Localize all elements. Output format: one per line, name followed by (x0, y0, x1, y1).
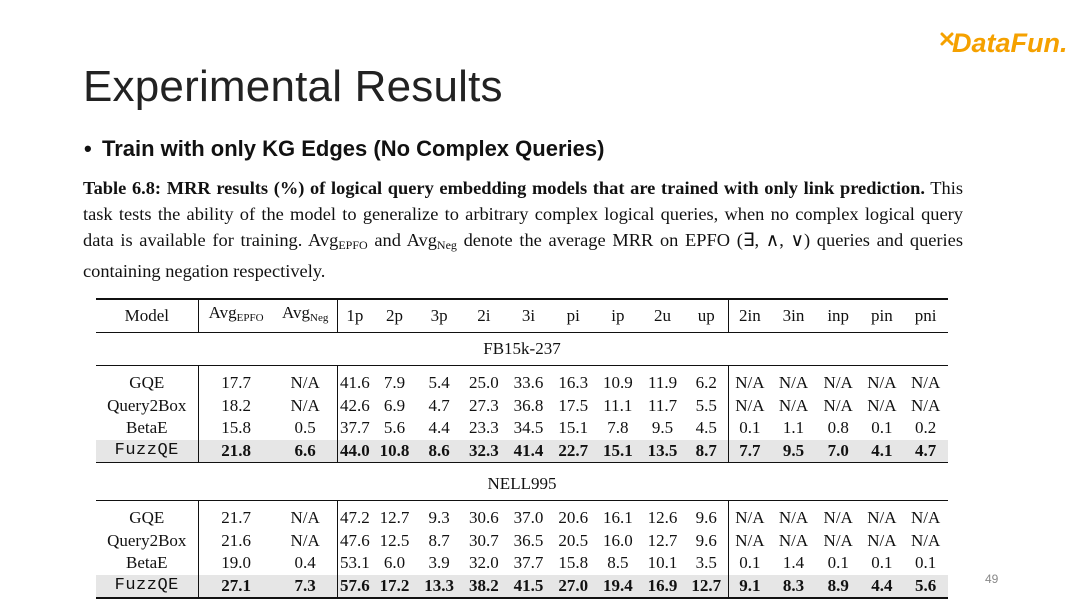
logo-text: DataFun. (952, 28, 1068, 58)
value-cell: 16.3 (558, 373, 589, 392)
value-cell: 8.7 (685, 440, 728, 463)
value-cell: 33.6 (513, 373, 544, 392)
bullet-dot-icon: • (84, 136, 92, 161)
header-ip: ip (596, 299, 641, 333)
section-title-row (96, 468, 948, 501)
value-cell: 0.1 (914, 553, 937, 572)
value-cell: 4.7 (428, 395, 450, 415)
value-cell: N/A (728, 501, 771, 530)
value-cell: 6.6 (274, 440, 337, 463)
value-cell: 41.5 (506, 575, 551, 599)
results-table (96, 298, 948, 599)
value-cell: 5.5 (695, 395, 717, 415)
value-cell: 20.5 (558, 530, 589, 550)
value-cell: 47.6 (337, 530, 372, 553)
model-name-cell: FuzzQE (96, 440, 198, 463)
header-inp: inp (816, 299, 861, 333)
value-cell: 4.5 (695, 418, 717, 437)
value-cell: N/A (867, 508, 897, 527)
section-title: NELL995 (96, 468, 948, 501)
value-cell: N/A (823, 530, 853, 550)
value-cell: 18.2 (198, 395, 274, 418)
header-up: up (685, 299, 728, 333)
value-cell: 9.5 (651, 418, 674, 437)
value-cell: 47.2 (337, 501, 372, 530)
header-pni: pni (903, 299, 948, 333)
value-cell: 15.8 (198, 417, 274, 440)
header-pin: pin (861, 299, 904, 333)
table-row (96, 366, 948, 395)
value-cell: 30.7 (468, 530, 499, 550)
header-3p: 3p (417, 299, 462, 333)
section-title: FB15k-237 (96, 333, 948, 366)
value-cell: 6.2 (695, 373, 717, 392)
value-cell: N/A (867, 530, 897, 550)
value-cell: 27.1 (198, 575, 274, 599)
value-cell: 11.9 (647, 373, 678, 392)
slide-title: Experimental Results (83, 62, 503, 111)
value-cell: N/A (290, 508, 320, 527)
value-cell: 20.6 (558, 508, 589, 527)
header-3in: 3in (771, 299, 816, 333)
value-cell: 13.3 (417, 575, 462, 599)
value-cell: 17.7 (198, 366, 274, 395)
value-cell: 16.0 (602, 530, 633, 550)
value-cell: 10.9 (602, 373, 633, 392)
value-cell: 11.7 (647, 395, 678, 415)
header-3i: 3i (506, 299, 551, 333)
table-row (96, 440, 948, 463)
header-avg-neg: Avg$_{Neg}$ (274, 299, 337, 333)
value-cell: 27.3 (468, 395, 499, 415)
value-cell: N/A (823, 508, 853, 527)
table-row (96, 501, 948, 530)
value-cell: 41.4 (506, 440, 551, 463)
value-cell: 5.6 (903, 575, 948, 599)
value-cell: 0.1 (728, 552, 771, 575)
value-cell: 38.2 (462, 575, 507, 599)
value-cell: 7.9 (383, 373, 406, 392)
value-cell: 7.7 (728, 440, 771, 463)
model-name-cell: FuzzQE (96, 575, 198, 599)
value-cell: N/A (910, 395, 941, 415)
value-cell: 21.6 (198, 530, 274, 553)
value-cell: N/A (778, 395, 809, 415)
value-cell: 41.6 (337, 366, 372, 395)
header-model: Model (96, 299, 198, 333)
header-2in: 2in (728, 299, 771, 333)
value-cell: N/A (290, 373, 320, 392)
value-cell: 7.0 (816, 440, 861, 463)
value-cell: 15.8 (558, 553, 589, 572)
value-cell: 53.1 (337, 552, 372, 575)
value-cell: 42.6 (337, 395, 372, 418)
value-cell: N/A (823, 373, 853, 392)
value-cell: 8.3 (771, 575, 816, 599)
value-cell: N/A (910, 508, 941, 527)
value-cell: N/A (778, 508, 809, 527)
section-title-row (96, 333, 948, 366)
value-cell: 10.1 (647, 553, 678, 572)
value-cell: 4.4 (428, 418, 450, 437)
bullet-text: Train with only KG Edges (No Complex Queries) (102, 136, 605, 161)
value-cell: 32.0 (468, 553, 499, 572)
value-cell: 12.5 (379, 530, 410, 550)
value-cell: 57.6 (337, 575, 372, 599)
value-cell: 13.5 (640, 440, 685, 463)
value-cell: N/A (910, 530, 941, 550)
value-cell: 36.5 (513, 530, 544, 550)
value-cell: 5.4 (428, 373, 450, 392)
value-cell: N/A (728, 530, 771, 553)
value-cell: 12.7 (647, 530, 678, 550)
value-cell: 7.3 (274, 575, 337, 599)
value-cell: 21.8 (198, 440, 274, 463)
value-cell: 15.1 (558, 418, 589, 437)
model-name-cell: Query2Box (107, 530, 187, 550)
value-cell: 17.5 (558, 395, 589, 415)
value-cell: 9.1 (728, 575, 771, 599)
value-cell: N/A (867, 373, 897, 392)
value-cell: 21.7 (198, 501, 274, 530)
model-name-cell: BetaE (126, 418, 168, 437)
caption-text-3: denote the average MRR on EPFO (∃, ∧, ∨) queries and queries containing negation respectively. (83, 230, 963, 281)
table-row (96, 552, 948, 575)
value-cell: 32.3 (462, 440, 507, 463)
value-cell: 7.8 (607, 418, 629, 437)
value-cell: 4.4 (861, 575, 904, 599)
value-cell: N/A (290, 530, 320, 550)
value-cell: 0.5 (294, 418, 316, 437)
value-cell: 0.4 (294, 553, 316, 572)
table-row (96, 530, 948, 553)
value-cell: N/A (728, 395, 771, 418)
value-cell: 25.0 (468, 373, 499, 392)
value-cell: 0.2 (914, 418, 937, 437)
caption-text-2: and Avg (367, 230, 437, 250)
value-cell: 37.0 (513, 508, 544, 527)
page-number: 49 (985, 572, 999, 586)
value-cell: 8.9 (816, 575, 861, 599)
header-2u: 2u (640, 299, 685, 333)
value-cell: 11.1 (603, 395, 633, 415)
value-cell: 0.1 (827, 553, 849, 572)
model-name-cell: BetaE (126, 553, 168, 572)
caption-sub-2: Neg (436, 238, 457, 252)
value-cell: 15.1 (596, 440, 641, 463)
value-cell: N/A (778, 530, 809, 550)
value-cell: 0.1 (871, 418, 893, 437)
value-cell: 8.5 (607, 553, 629, 572)
value-cell: 0.1 (871, 553, 893, 572)
value-cell: 9.5 (771, 440, 816, 463)
header-2p: 2p (372, 299, 417, 333)
bullet-item (84, 136, 604, 162)
caption-label: Table 6.8: (83, 178, 162, 198)
caption-sub-1: EPFO (338, 238, 368, 252)
header-avg-epfo: Avg$_{EPFO}$ (198, 299, 274, 333)
value-cell: 19.0 (198, 552, 274, 575)
header-pi: pi (551, 299, 596, 333)
value-cell: 22.7 (551, 440, 596, 463)
value-cell: 37.7 (337, 417, 372, 440)
value-cell: 8.6 (417, 440, 462, 463)
value-cell: 16.1 (602, 508, 633, 527)
value-cell: N/A (728, 366, 771, 395)
value-cell: N/A (778, 373, 809, 392)
value-cell: N/A (823, 395, 853, 415)
table-row (96, 417, 948, 440)
value-cell: 9.3 (428, 508, 450, 527)
value-cell: N/A (867, 395, 897, 415)
table-row (96, 395, 948, 418)
value-cell: 36.8 (513, 395, 544, 415)
value-cell: 30.6 (468, 508, 499, 527)
value-cell: N/A (290, 395, 320, 415)
value-cell: 19.4 (596, 575, 641, 599)
value-cell: 44.0 (337, 440, 372, 463)
value-cell: 12.6 (647, 508, 678, 527)
value-cell: 34.5 (513, 418, 544, 437)
datafun-logo (938, 26, 1068, 60)
model-name-cell: GQE (129, 508, 165, 527)
value-cell: 16.9 (640, 575, 685, 599)
value-cell: 1.1 (782, 418, 805, 437)
value-cell: 17.2 (372, 575, 417, 599)
value-cell: 27.0 (551, 575, 596, 599)
value-cell: 0.8 (827, 418, 849, 437)
value-cell: 1.4 (782, 553, 805, 572)
value-cell: 9.6 (695, 508, 717, 527)
value-cell: 3.9 (428, 553, 450, 572)
value-cell: 8.7 (428, 530, 450, 550)
header-1p: 1p (337, 299, 372, 333)
model-name-cell: GQE (129, 373, 165, 392)
value-cell: 3.5 (695, 553, 717, 572)
table-row (96, 575, 948, 599)
value-cell: 6.0 (383, 553, 406, 572)
value-cell: 10.8 (372, 440, 417, 463)
value-cell: 4.1 (861, 440, 904, 463)
value-cell: 12.7 (379, 508, 410, 527)
caption-bold: MRR results (%) of logical query embedding models that are trained with only link prediction. (166, 178, 925, 198)
table-header-row (96, 299, 948, 333)
value-cell: 12.7 (685, 575, 728, 599)
value-cell: 9.6 (695, 530, 717, 550)
header-2i: 2i (462, 299, 507, 333)
caption-text-1: This task tests the ability of the model to generalize to arbitrary complex logical queries, when no complex logical query data is available for training. Avg (83, 178, 963, 250)
value-cell: 37.7 (513, 553, 544, 572)
value-cell: 23.3 (468, 418, 499, 437)
value-cell: N/A (910, 373, 941, 392)
value-cell: 0.1 (728, 417, 771, 440)
value-cell: 5.6 (383, 418, 406, 437)
table-caption (83, 175, 963, 284)
value-cell: 6.9 (383, 395, 406, 415)
model-name-cell: Query2Box (107, 395, 187, 415)
value-cell: 4.7 (903, 440, 948, 463)
